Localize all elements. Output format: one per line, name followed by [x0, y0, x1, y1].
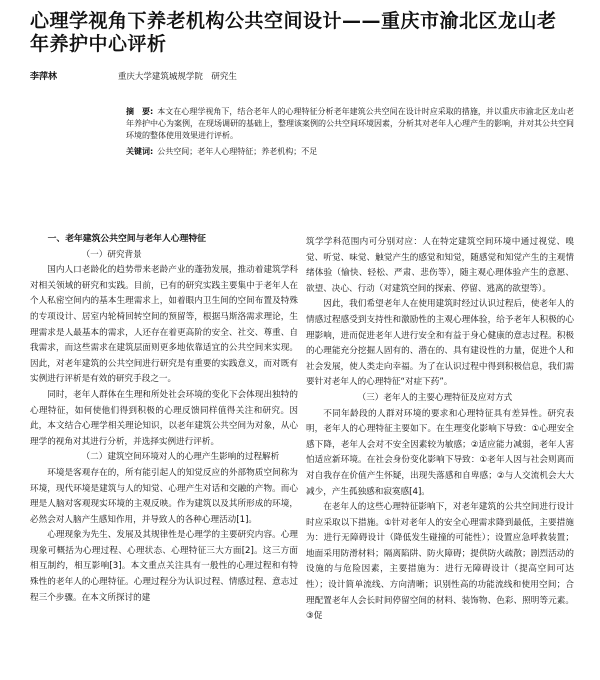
left-column [30, 232, 298, 606]
subsection-heading-1: （一）研究背景 [81, 249, 142, 260]
keywords-text: 公共空间；老年人心理特征；养老机构；不足 [157, 147, 318, 156]
paragraph: 国内人口老龄化的趋势带来老龄产业的蓬勃发展，推动着建筑学科对相关领域的研究和实践。目前，已有的研究实践主要集中于老年人在个人私密空间内的基本生理需求上，如着眼内卫生间的空间布置及特殊的专项设计、居室内轮椅回转空间的预留等，根据马斯洛需求理论，生理需求是人最基本的需求，人还存在着更高阶的安全、社交、尊重、自我需求，而这些需求在建筑层面则更多地依靠适宜的公共空间来实现。因此，对老年建筑的公共空间进行研究是有重要的实践意义，而对既有实例进行评析是有效的研究手段之一。 [30, 265, 298, 385]
keywords-label: 关键词: [126, 147, 154, 156]
paragraph: 心理现象为先生、发展及其规律性是心理学的主要研究内容。心理现象可概括为心理过程、心理状态、心理特征三大方面[2]。这三方面相互制约，相互影响[3]。本文重点关注具有一般性的心理过程和有特殊性的老年人的心理特征。心理过程分为认识过程、情感过程、意志过程三个步骤。在本文所探讨的建 [30, 530, 298, 603]
subsection-heading-3: （三）老年人的主要心理特征及应对方式 [357, 392, 513, 403]
paragraph: 在老年人的这些心理特征影响下，对老年建筑的公共空间进行设计时应采取以下措施。①针对老年人的安全心理需求降到最低，主要措施为：进行无障碍设计（降低发生碰撞的可能性）；设置应急呼救装置；地面采用防滑材料；隔离陷阱、防火障碍；提供防火疏散；剧烈活动的设施的与危险因素，主要措施为：进行无障碍设计（提高空间可达性）；设计简单流线、方向清晰；识别性高的功能流线和使用空间；合理配置老年人会长时间停留空间的材料、装饰物、色彩、照明等元素。③促 [306, 502, 574, 622]
paragraph: 因此，我们希望老年人在使用建筑时经过认识过程后，使老年人的情感过程感受到支持性和激励性的主观心理体验，给予老年人积极的心理影响，进而促进老年人进行安全和有益于身心健康的意志过程。积极的心理能充分挖掘人固有的、潜在的、具有建设性的力量，促进个人和社会发展，使人类走向幸福。为了在认识过程中得到积极信息，我们需要针对老年人的心理特征“对症下药”。 [306, 299, 574, 388]
paragraph-continued: 筑学学科范围内可分别对应：人在特定建筑空间环境中通过视觉、嗅觉、听觉、味觉、触觉产生的感觉和知觉，随感觉和知觉产生的主观情绪体验（愉快、轻松、严肃、悲伤等），随主观心理体验产生的意愿、欲望、决心、行动（对建筑空间的探索、停留、逃离的欲望等）。 [306, 237, 574, 294]
paragraph: 不同年龄段的人群对环境的要求和心理特征具有差异性。研究表明，老年人的心理特征主要如下。在生理变化影响下导致：①心理安全感下降，老年人会对不安全因素较为敏感；②适应能力减弱，老年人害怕适应新环境。在社会身份变化影响下导致：①老年人因与社会则离而对自我存在价值产生怀疑，出现失落感和自卑感；②与人交流机会大大减少，产生孤独感和寂寞感[4]。 [306, 408, 574, 497]
paragraph: 环境是客观存在的，所有能引起人的知觉反应的外部物质空间称为环境，现代环境是建筑与人的知觉、心理产生对话和交融的产物。而心理是人脑对客观现实环境的主观反映。作为建筑以及其所形成的环境，必然会对人脑产生感知作用，并导致人的各种心理活动[1]。 [30, 467, 298, 525]
author-row [30, 71, 570, 83]
paragraph: 同时，老年人群体在生理和所处社会环境的变化下会体现出独特的心理特征，如何使他们得到积极的心理反馈同样值得关注和研究。因此，本文结合心理学相关理论知识，以老年建筑公共空间为对象，从心理学的视角对其进行分析，并选择实例进行评析。 [30, 389, 298, 447]
abstract [126, 106, 574, 142]
author-affiliation: 重庆大学建筑城规学院 研究生 [117, 72, 237, 82]
abstract-block [126, 106, 574, 158]
author-name: 李萍林 [30, 72, 58, 82]
section-heading-1: 一、老年建筑公共空间与老年人心理特征 [47, 234, 206, 244]
paper-title: 心理学视角下养老机构公共空间设计——重庆市渝北区龙山老年养护中心评析 [30, 10, 557, 55]
abstract-label: 摘 要: [126, 107, 154, 116]
subsection-heading-2: （二）建筑空间环境对人的心理产生影响的过程解析 [81, 452, 280, 463]
right-column [306, 235, 574, 625]
abstract-text: 本文在心理学视角下，结合老年人的心理特征分析老年建筑公共空间在设计时应采取的措施，并以重庆市渝北区龙山老年养护中心为案例，在现场调研的基础上，整理该案例的公共空间环境因素，分析其对老年人心理产生的影响，并对其公共空间环境的整体使用效果进行评析。 [126, 107, 574, 140]
keywords [126, 146, 574, 158]
